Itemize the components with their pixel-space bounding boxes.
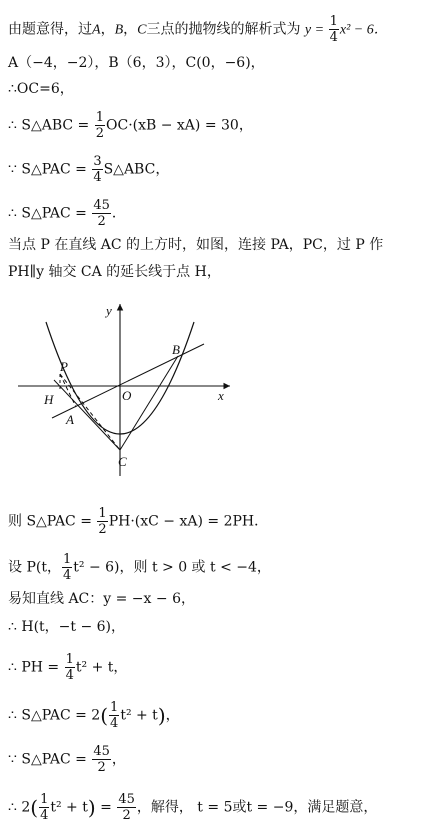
line-16: ∴ 2( $\frac{1}{4}$ t² + t) = $\frac{45}{2}$ ，解得， t = 5或t = −9，满足题意， [8, 792, 378, 823]
fraction: $\frac{1}{4}$ [110, 700, 119, 731]
label-a: A [66, 412, 74, 427]
label-c: C [118, 454, 127, 469]
line-11: 易知直线 AC：y = −x − 6， [8, 591, 195, 607]
line-10: 设 P(t， $\frac{1}{4}$ t² − 6)，则 t > 0 或 t < −4， [8, 552, 271, 583]
label-p: P [60, 359, 68, 374]
label-h: H [44, 392, 54, 407]
fraction: $\frac{45}{2}$ [93, 198, 110, 229]
fraction: $\frac{45}{2}$ [118, 792, 135, 823]
fraction: $\frac{1}{4}$ [62, 552, 72, 583]
line-3: ∴OC=6， [8, 81, 74, 97]
line-15: ∵ S△PAC = $\frac{45}{2}$ ， [8, 744, 126, 775]
line-14: ∴ S△PAC = 2( $\frac{1}{4}$ t² + t)， [8, 700, 180, 731]
label-x: x [218, 388, 224, 403]
line-ca [54, 380, 120, 450]
fraction: $\frac{45}{2}$ [93, 744, 110, 775]
line-8: PH∥y 轴交 CA 的延长线于点 H， [8, 264, 221, 280]
line-1: 由题意得，过A，B，C三点的抛物线的解析式为 y = $\frac{1}{4}$ x² − 6． [8, 14, 388, 45]
label-o: O [122, 388, 132, 403]
fraction: $\frac{1}{4}$ [40, 792, 49, 823]
line-2: A（−4，−2），B（6，3），C(0，−6)， [8, 55, 265, 71]
fraction: $\frac{1}{2}$ [95, 110, 104, 141]
parabola-figure [14, 300, 244, 480]
fraction: $\frac{1}{4}$ [65, 652, 74, 683]
line-13: ∴ PH = $\frac{1}{4}$ t² + t， [8, 652, 128, 683]
fraction: $\frac{1}{2}$ [98, 506, 107, 537]
fraction: $\frac{1}{4}$ [329, 14, 338, 45]
line-bc [120, 356, 178, 450]
line-7: 当点 P 在直线 AC 的上方时，如图，连接 PA，PC，过 P 作 [8, 237, 384, 253]
line-ab [52, 344, 204, 418]
line-6: ∴ S△PAC = $\frac{45}{2}$ ． [8, 198, 126, 229]
label-y: y [106, 303, 112, 318]
line-5: ∵ S△PAC = $\frac{3}{4}$ S△ABC， [8, 154, 170, 185]
line-9: 则 S△PAC = $\frac{1}{2}$ PH·(xC − xA) = 2PH． [8, 506, 269, 537]
fraction: $\frac{3}{4}$ [93, 154, 102, 185]
line-4: ∴ S△ABC = $\frac{1}{2}$ OC·(xB − xA) = 30， [8, 110, 253, 141]
line-12: ∴ H(t，−t − 6)， [8, 619, 126, 635]
label-b: B [172, 342, 180, 357]
